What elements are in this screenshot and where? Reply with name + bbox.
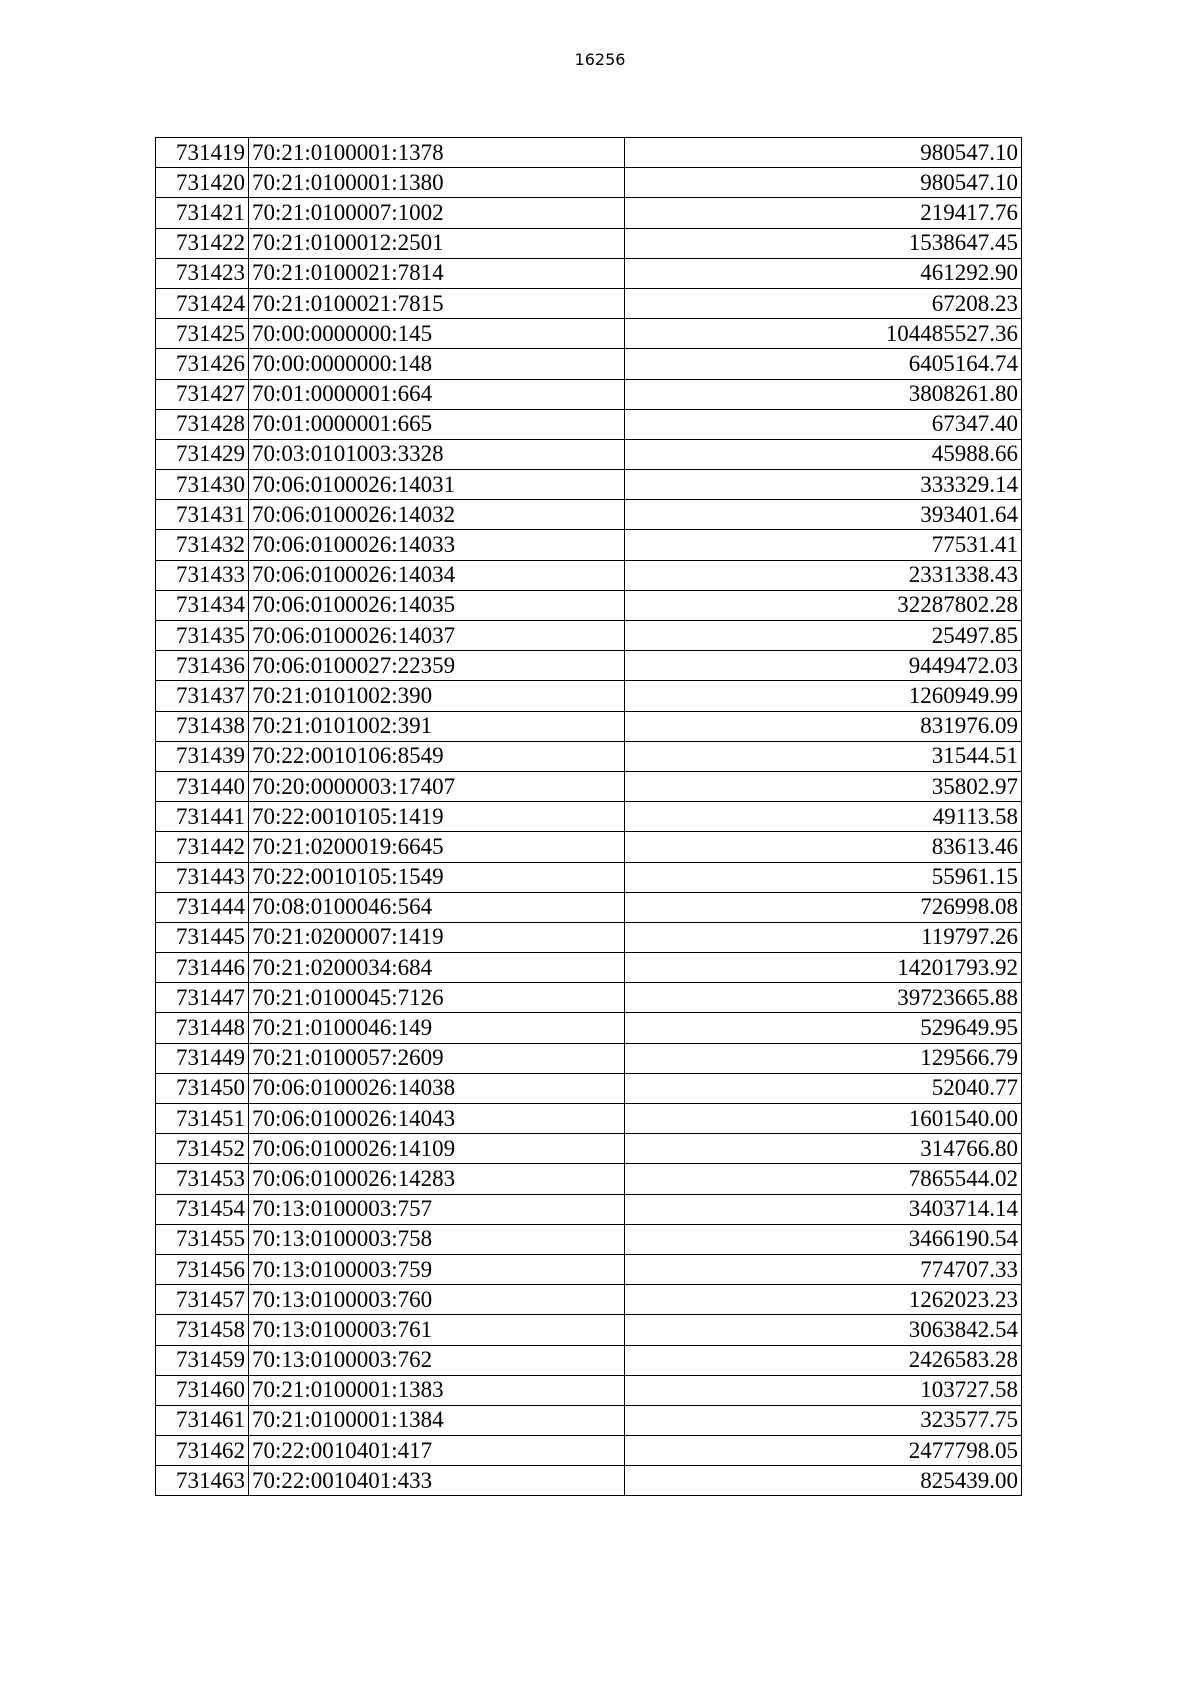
table-body — [156, 138, 1022, 1496]
value-cell: 35802.97 — [624, 771, 1021, 801]
value-cell: 529649.95 — [624, 1013, 1021, 1043]
table-row — [156, 1285, 1022, 1315]
value-cell: 103727.58 — [624, 1375, 1021, 1405]
cadastral-number-cell: 70:06:0100026:14037 — [248, 621, 624, 651]
row-number-cell: 731430 — [156, 470, 249, 500]
table-row — [156, 1073, 1022, 1103]
row-number-cell: 731437 — [156, 681, 249, 711]
value-cell: 980547.10 — [624, 168, 1021, 198]
row-number-cell: 731451 — [156, 1104, 249, 1134]
value-cell: 31544.51 — [624, 741, 1021, 771]
table-row — [156, 470, 1022, 500]
row-number-cell: 731462 — [156, 1436, 249, 1466]
value-cell: 1260949.99 — [624, 681, 1021, 711]
row-number-cell: 731453 — [156, 1164, 249, 1194]
table-row — [156, 1315, 1022, 1345]
table-row — [156, 439, 1022, 469]
row-number-cell: 731434 — [156, 590, 249, 620]
value-cell: 7865544.02 — [624, 1164, 1021, 1194]
value-cell: 2477798.05 — [624, 1436, 1021, 1466]
table-row — [156, 953, 1022, 983]
cadastral-number-cell: 70:21:0101002:390 — [248, 681, 624, 711]
table-row — [156, 771, 1022, 801]
cadastral-number-cell: 70:21:0100021:7815 — [248, 288, 624, 318]
table-row — [156, 1134, 1022, 1164]
value-cell: 6405164.74 — [624, 349, 1021, 379]
value-cell: 25497.85 — [624, 621, 1021, 651]
cadastral-number-cell: 70:21:0100045:7126 — [248, 983, 624, 1013]
row-number-cell: 731454 — [156, 1194, 249, 1224]
row-number-cell: 731438 — [156, 711, 249, 741]
cadastral-number-cell: 70:21:0200034:684 — [248, 953, 624, 983]
row-number-cell: 731452 — [156, 1134, 249, 1164]
table-row — [156, 862, 1022, 892]
cadastral-number-cell: 70:06:0100026:14043 — [248, 1104, 624, 1134]
cadastral-number-cell: 70:03:0101003:3328 — [248, 439, 624, 469]
cadastral-number-cell: 70:21:0100001:1380 — [248, 168, 624, 198]
row-number-cell: 731423 — [156, 258, 249, 288]
value-cell: 2331338.43 — [624, 560, 1021, 590]
table-row — [156, 1375, 1022, 1405]
cadastral-number-cell: 70:21:0200019:6645 — [248, 832, 624, 862]
row-number-cell: 731420 — [156, 168, 249, 198]
row-number-cell: 731443 — [156, 862, 249, 892]
cadastral-number-cell: 70:13:0100003:757 — [248, 1194, 624, 1224]
value-cell: 3403714.14 — [624, 1194, 1021, 1224]
row-number-cell: 731444 — [156, 892, 249, 922]
cadastral-number-cell: 70:00:0000000:148 — [248, 349, 624, 379]
cadastral-number-cell: 70:06:0100026:14035 — [248, 590, 624, 620]
cadastral-number-cell: 70:13:0100003:762 — [248, 1345, 624, 1375]
cadastral-number-cell: 70:21:0100012:2501 — [248, 228, 624, 258]
row-number-cell: 731435 — [156, 621, 249, 651]
value-cell: 14201793.92 — [624, 953, 1021, 983]
value-cell: 49113.58 — [624, 802, 1021, 832]
cadastral-number-cell: 70:08:0100046:564 — [248, 892, 624, 922]
table-row — [156, 1436, 1022, 1466]
cadastral-number-cell: 70:21:0100007:1002 — [248, 198, 624, 228]
row-number-cell: 731442 — [156, 832, 249, 862]
value-cell: 2426583.28 — [624, 1345, 1021, 1375]
table-row — [156, 651, 1022, 681]
table-row — [156, 802, 1022, 832]
row-number-cell: 731447 — [156, 983, 249, 1013]
cadastral-number-cell: 70:06:0100026:14034 — [248, 560, 624, 590]
value-cell: 3466190.54 — [624, 1224, 1021, 1254]
table-row — [156, 681, 1022, 711]
cadastral-number-cell: 70:13:0100003:760 — [248, 1285, 624, 1315]
value-cell: 314766.80 — [624, 1134, 1021, 1164]
table-row — [156, 1013, 1022, 1043]
value-cell: 980547.10 — [624, 138, 1021, 168]
value-cell: 3808261.80 — [624, 379, 1021, 409]
table-row — [156, 198, 1022, 228]
row-number-cell: 731461 — [156, 1405, 249, 1435]
table-row — [156, 741, 1022, 771]
row-number-cell: 731429 — [156, 439, 249, 469]
cadastral-number-cell: 70:06:0100026:14283 — [248, 1164, 624, 1194]
value-cell: 393401.64 — [624, 500, 1021, 530]
table-row — [156, 288, 1022, 318]
table-row — [156, 1164, 1022, 1194]
table-row — [156, 258, 1022, 288]
table-row — [156, 983, 1022, 1013]
table-row — [156, 379, 1022, 409]
cadastral-number-cell: 70:21:0101002:391 — [248, 711, 624, 741]
value-cell: 52040.77 — [624, 1073, 1021, 1103]
value-cell: 323577.75 — [624, 1405, 1021, 1435]
value-cell: 461292.90 — [624, 258, 1021, 288]
value-cell: 3063842.54 — [624, 1315, 1021, 1345]
cadastral-number-cell: 70:21:0100046:149 — [248, 1013, 624, 1043]
table-row — [156, 1466, 1022, 1496]
value-cell: 726998.08 — [624, 892, 1021, 922]
value-cell: 1262023.23 — [624, 1285, 1021, 1315]
row-number-cell: 731433 — [156, 560, 249, 590]
cadastral-number-cell: 70:13:0100003:759 — [248, 1254, 624, 1284]
row-number-cell: 731432 — [156, 530, 249, 560]
cadastral-number-cell: 70:20:0000003:17407 — [248, 771, 624, 801]
value-cell: 219417.76 — [624, 198, 1021, 228]
table-row — [156, 228, 1022, 258]
value-cell: 129566.79 — [624, 1043, 1021, 1073]
value-cell: 45988.66 — [624, 439, 1021, 469]
value-cell: 774707.33 — [624, 1254, 1021, 1284]
value-cell: 32287802.28 — [624, 590, 1021, 620]
table-row — [156, 832, 1022, 862]
value-cell: 119797.26 — [624, 922, 1021, 952]
row-number-cell: 731459 — [156, 1345, 249, 1375]
value-cell: 77531.41 — [624, 530, 1021, 560]
value-cell: 104485527.36 — [624, 319, 1021, 349]
row-number-cell: 731455 — [156, 1224, 249, 1254]
row-number-cell: 731436 — [156, 651, 249, 681]
row-number-cell: 731441 — [156, 802, 249, 832]
cadastral-number-cell: 70:21:0100021:7814 — [248, 258, 624, 288]
table-row — [156, 560, 1022, 590]
row-number-cell: 731445 — [156, 922, 249, 952]
table-row — [156, 349, 1022, 379]
cadastral-number-cell: 70:21:0200007:1419 — [248, 922, 624, 952]
cadastral-number-cell: 70:01:0000001:665 — [248, 409, 624, 439]
row-number-cell: 731427 — [156, 379, 249, 409]
value-cell: 55961.15 — [624, 862, 1021, 892]
cadastral-number-cell: 70:06:0100026:14109 — [248, 1134, 624, 1164]
cadastral-number-cell: 70:22:0010105:1419 — [248, 802, 624, 832]
value-cell: 67347.40 — [624, 409, 1021, 439]
table-row — [156, 138, 1022, 168]
cadastral-number-cell: 70:13:0100003:758 — [248, 1224, 624, 1254]
value-cell: 39723665.88 — [624, 983, 1021, 1013]
row-number-cell: 731439 — [156, 741, 249, 771]
table-row — [156, 1104, 1022, 1134]
table-row — [156, 1043, 1022, 1073]
table-row — [156, 590, 1022, 620]
table-row — [156, 892, 1022, 922]
table-row — [156, 621, 1022, 651]
row-number-cell: 731456 — [156, 1254, 249, 1284]
row-number-cell: 731446 — [156, 953, 249, 983]
row-number-cell: 731458 — [156, 1315, 249, 1345]
row-number-cell: 731448 — [156, 1013, 249, 1043]
cadastral-number-cell: 70:06:0100027:22359 — [248, 651, 624, 681]
value-cell: 67208.23 — [624, 288, 1021, 318]
value-cell: 9449472.03 — [624, 651, 1021, 681]
table-row — [156, 922, 1022, 952]
cadastral-number-cell: 70:00:0000000:145 — [248, 319, 624, 349]
cadastral-number-cell: 70:22:0010401:417 — [248, 1436, 624, 1466]
row-number-cell: 731421 — [156, 198, 249, 228]
row-number-cell: 731450 — [156, 1073, 249, 1103]
cadastral-number-cell: 70:21:0100001:1384 — [248, 1405, 624, 1435]
cadastral-number-cell: 70:21:0100057:2609 — [248, 1043, 624, 1073]
row-number-cell: 731419 — [156, 138, 249, 168]
cadastral-number-cell: 70:06:0100026:14032 — [248, 500, 624, 530]
value-cell: 83613.46 — [624, 832, 1021, 862]
value-cell: 825439.00 — [624, 1466, 1021, 1496]
row-number-cell: 731422 — [156, 228, 249, 258]
table-row — [156, 1194, 1022, 1224]
cadastral-number-cell: 70:06:0100026:14038 — [248, 1073, 624, 1103]
cadastral-number-cell: 70:06:0100026:14033 — [248, 530, 624, 560]
cadastral-value-table — [155, 137, 1022, 1496]
row-number-cell: 731424 — [156, 288, 249, 318]
row-number-cell: 731425 — [156, 319, 249, 349]
cadastral-number-cell: 70:21:0100001:1378 — [248, 138, 624, 168]
table-row — [156, 500, 1022, 530]
row-number-cell: 731449 — [156, 1043, 249, 1073]
table-row — [156, 319, 1022, 349]
table-row — [156, 168, 1022, 198]
row-number-cell: 731428 — [156, 409, 249, 439]
table-row — [156, 1405, 1022, 1435]
cadastral-number-cell: 70:21:0100001:1383 — [248, 1375, 624, 1405]
table-row — [156, 530, 1022, 560]
value-cell: 1601540.00 — [624, 1104, 1021, 1134]
row-number-cell: 731457 — [156, 1285, 249, 1315]
row-number-cell: 731460 — [156, 1375, 249, 1405]
cadastral-number-cell: 70:22:0010105:1549 — [248, 862, 624, 892]
row-number-cell: 731463 — [156, 1466, 249, 1496]
page-number: 16256 — [574, 50, 626, 69]
table-row — [156, 711, 1022, 741]
value-cell: 333329.14 — [624, 470, 1021, 500]
row-number-cell: 731440 — [156, 771, 249, 801]
value-cell: 1538647.45 — [624, 228, 1021, 258]
cadastral-number-cell: 70:06:0100026:14031 — [248, 470, 624, 500]
cadastral-number-cell: 70:22:0010106:8549 — [248, 741, 624, 771]
value-cell: 831976.09 — [624, 711, 1021, 741]
cadastral-number-cell: 70:22:0010401:433 — [248, 1466, 624, 1496]
table-row — [156, 1224, 1022, 1254]
row-number-cell: 731426 — [156, 349, 249, 379]
table-row — [156, 1345, 1022, 1375]
table-row — [156, 409, 1022, 439]
cadastral-number-cell: 70:13:0100003:761 — [248, 1315, 624, 1345]
table-row — [156, 1254, 1022, 1284]
cadastral-number-cell: 70:01:0000001:664 — [248, 379, 624, 409]
row-number-cell: 731431 — [156, 500, 249, 530]
